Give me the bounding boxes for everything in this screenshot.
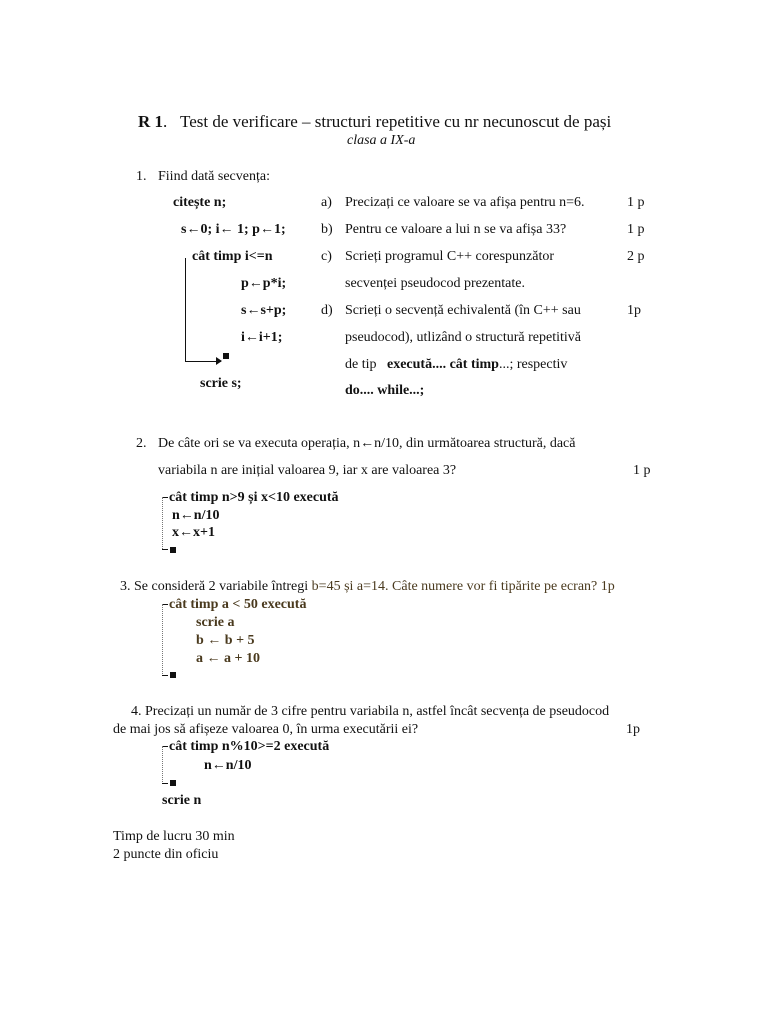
q1-code-line-4: p←p*i;: [241, 276, 287, 291]
q3-line: [120, 579, 615, 596]
q1-item-a-label: a): [321, 195, 332, 210]
q1-item-c-points: 2 p: [627, 249, 645, 264]
footer-time: Timp de lucru 30 min: [113, 829, 235, 844]
q1-item-d-text-1: Scrieți o secvență echivalentă (în C++ sau: [345, 303, 581, 318]
q1-item-d-text-3-post: ...; respectiv: [498, 357, 568, 372]
q4-code-line-2: n←n/10: [204, 758, 252, 773]
q2-bracket-bottom: [162, 549, 168, 550]
q1-item-d-text-2: pseudocod), utlizând o structură repetitivă: [345, 330, 581, 345]
test-code: R 1: [138, 112, 164, 131]
q1-item-a-points: 1 p: [627, 195, 645, 210]
q2-line-1: De câte ori se va executa operația, n←n/10, din următoarea structură, dacă: [158, 436, 576, 451]
q3-bracket-line: [162, 604, 163, 676]
q2-code-line-3: x←x+1: [172, 525, 215, 540]
q3-code-line-2: scrie a: [196, 615, 235, 630]
q4-points: 1p: [626, 722, 640, 737]
q2-number: 2.: [136, 436, 147, 451]
q4-loop-end-marker: [170, 780, 176, 786]
q3-loop-end-marker: [170, 672, 176, 678]
q1-item-c-text-1: Scrieți programul C++ corespunzător: [345, 249, 555, 264]
q1-code-line-7: scrie s;: [200, 376, 242, 391]
q4-bracket-bottom: [162, 783, 168, 784]
q4-line-1: 4. Precizați un număr de 3 cifre pentru variabila n, astfel încât secvența de pseudocod: [131, 704, 610, 719]
q3-code-line-1: cât timp a < 50 execută: [169, 597, 307, 612]
page-title: Test de verificare – structuri repetitive cu nr necunoscut de pași: [180, 112, 612, 131]
q1-number: 1.: [136, 169, 147, 184]
q1-item-c-label: c): [321, 249, 332, 264]
q3-code-line-3: b ← b + 5: [196, 633, 255, 648]
q1-code-line-1: citește n;: [173, 195, 227, 210]
q2-points: 1 p: [633, 463, 651, 478]
q2-loop-end-marker: [170, 547, 176, 553]
q1-code-line-6: i←i+1;: [241, 330, 283, 345]
q2-line-2: variabila n are inițial valoarea 9, iar x are valoarea 3?: [158, 463, 457, 478]
q1-loop-bracket: [185, 258, 186, 362]
q1-item-b-label: b): [321, 222, 333, 237]
q3-line-pre: 3. Se consideră 2 variabile întregi: [120, 579, 309, 594]
q1-code-line-3: cât timp i<=n: [192, 249, 273, 264]
q1-item-b-text: Pentru ce valoare a lui n se va afișa 33?: [345, 222, 567, 237]
q3-line-post: b=45 și a=14. Câte numere vor fi tipărite pe ecran? 1p: [311, 579, 615, 594]
q1-item-d-text-3-bold: execută.... cât timp: [387, 357, 499, 372]
q3-code-line-4: a ← a + 10: [196, 651, 260, 666]
q1-intro: Fiind dată secvența:: [158, 169, 270, 184]
q1-item-c-text-2: secvenței pseudocod prezentate.: [345, 276, 525, 291]
q1-loop-end-marker: [223, 353, 229, 359]
q4-bracket-line: [162, 746, 163, 784]
page-title-line: R 1. Test de verificare – structuri repetitive cu nr necunoscut de pași: [138, 112, 612, 131]
q1-code-line-5: s←s+p;: [241, 303, 287, 318]
q1-item-d-label: d): [321, 303, 333, 318]
footer-points: 2 puncte din oficiu: [113, 847, 219, 862]
q1-item-d-text-4: do.... while...;: [345, 383, 425, 398]
q1-item-b-points: 1 p: [627, 222, 645, 237]
q3-bracket-bottom: [162, 675, 168, 676]
q2-bracket-line: [162, 497, 163, 549]
q2-code-line-1: cât timp n>9 și x<10 execută: [169, 490, 339, 505]
q4-code-line-1: cât timp n%10>=2 execută: [169, 739, 330, 754]
q1-loop-arrowhead: [216, 357, 222, 365]
page-subtitle: clasa a IX-a: [347, 133, 416, 148]
q2-code-line-2: n←n/10: [172, 508, 220, 523]
q4-code-line-3: scrie n: [162, 793, 202, 808]
q1-item-a-text: Precizați ce valoare se va afișa pentru n=6.: [345, 195, 585, 210]
q1-item-d-text-3-pre: de tip: [345, 357, 377, 372]
q1-code-line-2: s←0; i← 1; p←1;: [181, 222, 286, 237]
q1-item-d-text-3: [345, 357, 567, 374]
q4-line-2: de mai jos să afișeze valoarea 0, în urma executării ei?: [113, 722, 419, 737]
q1-item-d-points: 1p: [627, 303, 641, 318]
